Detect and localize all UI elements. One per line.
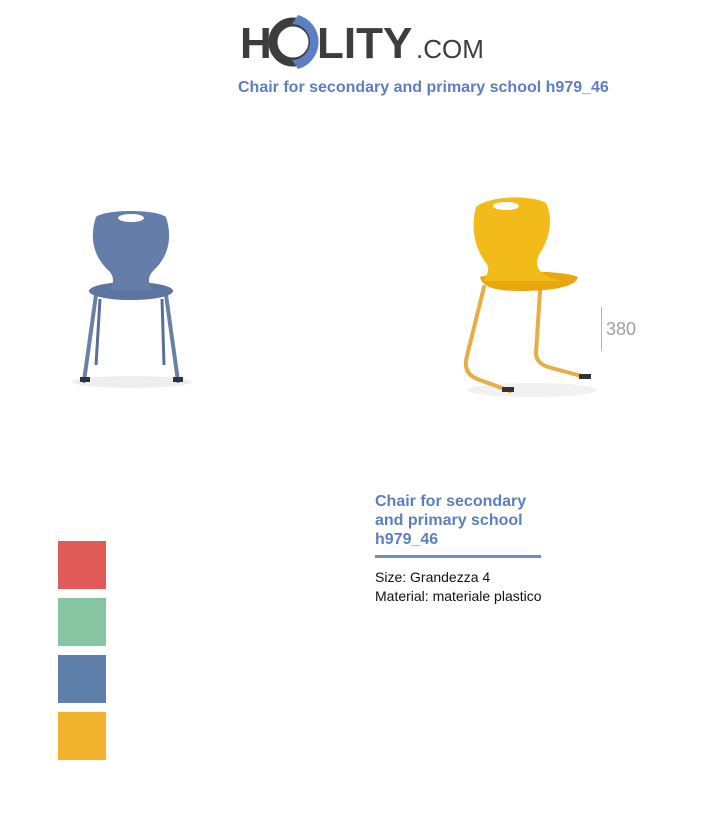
product-title: Chair for secondary and primary school h979_46 xyxy=(375,493,527,548)
swatch-blue[interactable] xyxy=(58,655,106,703)
chair-image-side xyxy=(440,185,600,410)
logo-letters-lity: LITY xyxy=(317,19,413,68)
logo-com: .COM xyxy=(416,34,484,64)
title-divider xyxy=(375,555,541,558)
product-info xyxy=(375,492,575,606)
spec-material: Material: materiale plastico xyxy=(375,588,542,604)
logo-o-icon xyxy=(273,15,319,69)
holity-logo[interactable] xyxy=(240,10,485,70)
swatch-green[interactable] xyxy=(58,598,106,646)
color-swatches xyxy=(58,541,106,769)
logo-letter-h: H xyxy=(240,19,272,68)
swatch-red[interactable] xyxy=(58,541,106,589)
dimension-label: 380 xyxy=(606,319,637,339)
page-subtitle: Chair for secondary and primary school h979_46 xyxy=(238,79,609,96)
spec-size: Size: Grandezza 4 xyxy=(375,569,491,585)
dimension-line xyxy=(601,307,602,351)
swatch-yellow[interactable] xyxy=(58,712,106,760)
chair-image-front xyxy=(60,195,210,400)
